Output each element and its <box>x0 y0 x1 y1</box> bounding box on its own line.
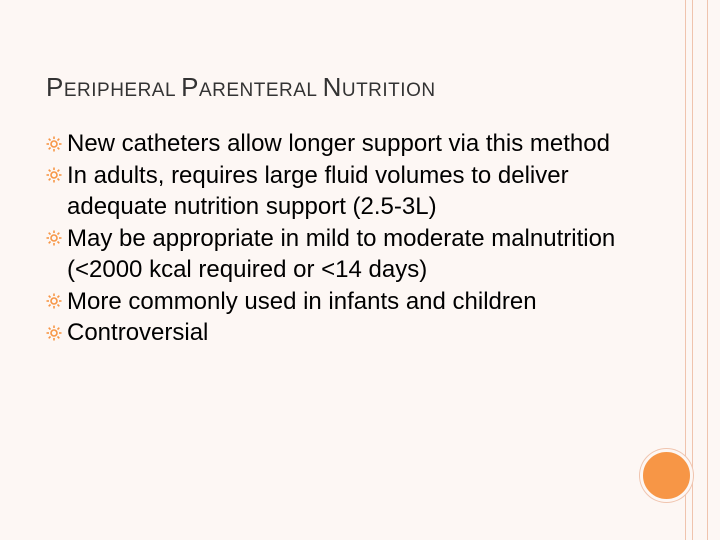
decorative-circle <box>640 449 693 502</box>
bullet-item <box>46 128 646 160</box>
border-line-outer <box>707 0 708 540</box>
bullet-item <box>46 286 646 318</box>
title-word-1: PERIPHERAL <box>46 72 182 102</box>
sun-icon <box>46 317 62 349</box>
border-line-right <box>692 0 693 540</box>
slide-title <box>46 72 436 103</box>
bullet-list <box>46 128 646 349</box>
bullet-text: New catheters allow longer support via this method <box>67 130 610 157</box>
bullet-text: Controversial <box>67 319 209 346</box>
sun-icon <box>46 128 62 160</box>
bullet-item <box>46 160 646 223</box>
title-word-3: NUTRITION <box>322 72 436 102</box>
sun-icon <box>46 223 62 255</box>
sun-icon <box>46 160 62 192</box>
bullet-text: In adults, requires large fluid volumes to deliver adequate nutrition support (2.5-3L) <box>67 161 569 220</box>
bullet-item <box>46 317 646 349</box>
title-word-2: PARENTERAL <box>181 72 323 102</box>
bullet-item <box>46 223 646 286</box>
bullet-text: May be appropriate in mild to moderate malnutrition (<2000 kcal required or <14 days) <box>67 224 616 283</box>
bullet-text: More commonly used in infants and children <box>67 287 537 315</box>
sun-icon <box>46 286 62 318</box>
